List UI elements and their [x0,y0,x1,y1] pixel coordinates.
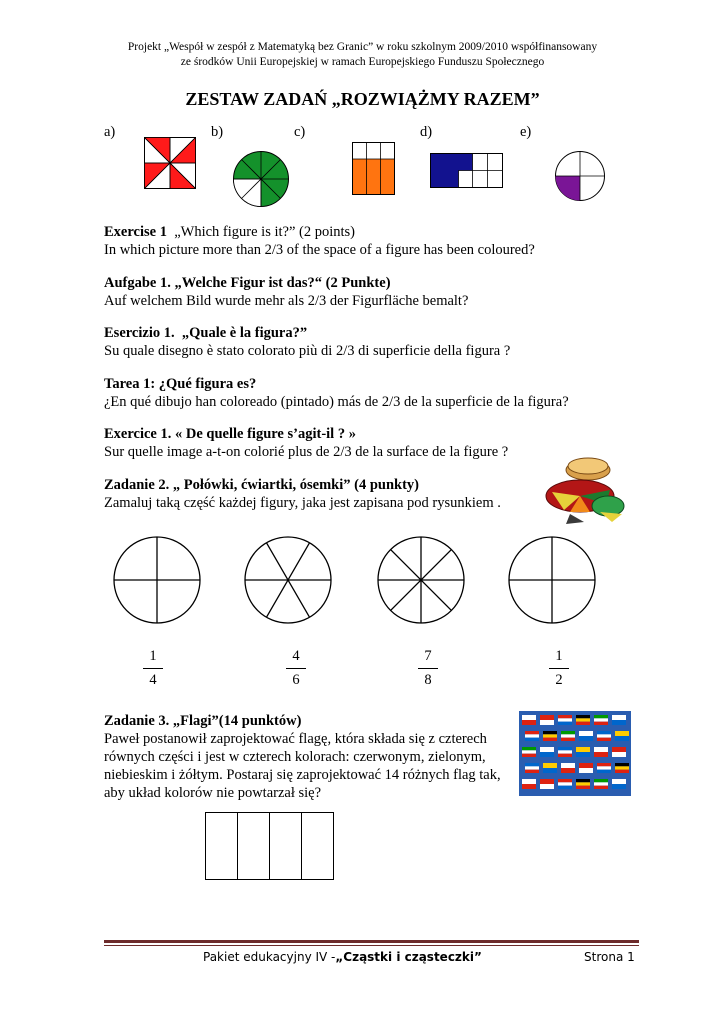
flag-stripe [522,750,536,753]
flag-stripe [540,715,554,720]
flag-stripe [612,752,626,757]
flag-stripe [615,731,629,736]
flag-stripe [525,766,539,769]
flag-stripe [579,731,593,736]
flag-stripe [540,720,554,725]
flag-stripe [576,752,590,757]
flag-stripe [540,784,554,789]
flag-stripe [558,747,572,750]
flag-stripe [561,738,575,741]
flag-stripe [543,734,557,737]
fraction-denominator: 6 [292,672,300,688]
flag-stripe [540,779,554,784]
flag-stripe [594,718,608,721]
figure-label-b: b) [211,124,224,140]
page-header [0,40,725,70]
flag-stripe [615,763,629,766]
flag-stripe [576,782,590,785]
figure-b-circle [232,150,290,208]
circle-quarters [112,535,202,625]
flag-stripe [561,731,575,734]
footer-package-title: „Cząstki i cząsteczki” [335,950,482,964]
fraction-denominator: 4 [149,672,157,688]
flag-stripe [522,779,536,784]
flag-stripe [525,731,539,734]
flag-stripe [543,763,557,768]
flag-stripe [612,779,626,784]
flag-stripe [540,747,554,752]
flag-stripe [594,786,608,789]
fraction-7-8 [418,647,438,689]
flag-stripe [558,786,572,789]
figure-a-pinwheel [144,137,196,189]
flag-stripe [522,754,536,757]
flag-stripe [615,766,629,769]
flag-stripe [561,763,575,768]
flag-stripe [522,715,536,720]
figure-label-c: c) [294,124,306,140]
exercise-fr-heading: Exercice 1. « De quelle figure s’agit-il ? » [104,426,356,442]
exercise-it-heading: Esercizio 1. „Quale è la figura?” [104,325,308,341]
flag-stripe [594,779,608,782]
flag-stripe [612,747,626,752]
flag-stripe [612,720,626,725]
task-3-line-1: Paweł postanowił zaprojektować flagę, która składa się z czterech [104,731,487,747]
task-2-body: Zamaluj taką część każdej figury, jaka jest zapisana pod rysunkiem . [104,495,501,511]
flag-stripe [558,718,572,721]
flag-stripe [612,715,626,720]
figure-label-e: e) [520,124,532,140]
flag-stripe [561,734,575,737]
task-3-heading: Zadanie 3. „Flagi”(14 punktów) [104,713,302,729]
footer-left [203,950,482,964]
exercise-es-heading: Tarea 1: ¿Qué figura es? [104,376,257,392]
flag-stripe [558,715,572,718]
task-3-line-2: równych części i jest w czterech kolorach: czerwonym, zielonym, [104,749,486,765]
flag-stripe [558,722,572,725]
flag-stripe [576,718,590,721]
flag-stripe [579,768,593,773]
flag-stripe [576,747,590,752]
exercise-en-heading-rest: „Which figure is it?” (2 points) [166,224,355,240]
empty-flag-template [205,812,335,880]
footer-rule-thin [104,945,639,946]
flag-stripe [594,715,608,718]
task-3-line-3: niebieskim i żółtym. Postaraj się zaprojektować 14 różnych flag tak, [104,767,501,783]
exercise-fr-body: Sur quelle image a-t-on colorié plus de 2/3 de la surface de la figure ? [104,444,509,460]
task-3-line-4: aby układ kolorów nie powtarzał się? [104,785,322,801]
flag-stripe [543,731,557,734]
exercise-es [104,375,624,411]
flag-stripe [612,784,626,789]
flag-stripe [522,720,536,725]
flag-stripe [597,734,611,737]
fraction-1-2 [549,647,569,689]
flag-stripe [576,715,590,718]
fraction-numerator: 1 [555,648,563,664]
exercise-de-body: Auf welchem Bild wurde mehr als 2/3 der Figurfläche bemalt? [104,293,469,309]
footer-page-number: Strona 1 [584,950,635,964]
eu-flags-illustration [519,711,631,796]
flag-stripe [615,736,629,741]
flag-stripe [558,750,572,753]
exercise-en [104,223,624,259]
flag-stripe [594,752,608,757]
flag-stripe [522,784,536,789]
fraction-denominator: 8 [424,672,432,688]
fraction-4-6 [286,647,306,689]
flag-stripe [558,782,572,785]
circle-halves [507,535,597,625]
flag-stripe [525,770,539,773]
fraction-pieces-illustration [540,450,628,528]
flag-stripe [543,738,557,741]
flag-stripe [597,770,611,773]
figure-d-grid [430,153,503,188]
flag-stripe [522,747,536,750]
exercise-en-body: In which picture more than 2/3 of the space of a figure has been coloured? [104,242,535,258]
flag-stripe [597,766,611,769]
footer-rule [104,940,639,943]
flag-stripe [540,752,554,757]
flag-stripe [525,763,539,766]
exercise-it-body: Su quale disegno è stato colorato più di 2/3 di superficie della figura ? [104,343,511,359]
flag-stripe [597,731,611,734]
flag-stripe [597,763,611,766]
fraction-1-4 [143,647,163,689]
flag-stripe [558,754,572,757]
flag-stripe [558,779,572,782]
figure-label-d: d) [420,124,433,140]
flag-stripe [576,786,590,789]
header-line-1: Projekt „Wespół w zespół z Matematyką bez Granic” w roku szkolnym 2009/2010 współfinansowany [127,41,598,53]
fraction-numerator: 7 [424,648,432,664]
circle-sixths [243,535,333,625]
flag-stripe [576,779,590,782]
fraction-numerator: 1 [149,648,157,664]
task-2-heading: Zadanie 2. „ Połówki, ćwiartki, ósemki” (4 punkty) [104,477,419,493]
flag-stripe [576,722,590,725]
header-line-2: ze środków Unii Europejskiej w ramach Europejskiego Funduszu Społecznego [180,56,545,68]
page-title: ZESTAW ZADAŃ „ROZWIĄŻMY RAZEM” [185,89,540,109]
flag-stripe [543,768,557,773]
figure-label-a: a) [104,124,116,140]
exercise-de [104,274,624,310]
exercise-it [104,324,624,360]
flag-stripe [579,736,593,741]
exercise-de-heading: Aufgabe 1. „Welche Figur ist das?“ (2 Punkte) [104,275,391,291]
footer-package: Pakiet edukacyjny IV - [203,950,336,964]
fraction-numerator: 4 [292,648,300,664]
flag-stripe [597,738,611,741]
fraction-denominator: 2 [555,672,563,688]
flag-stripe [561,768,575,773]
flag-stripe [615,770,629,773]
exercise-en-heading: Exercise 1 [104,224,167,240]
circle-eighths [376,535,466,625]
figure-c-rectangle [352,142,395,195]
figure-e-circle [554,150,606,202]
flag-stripe [525,734,539,737]
flag-stripe [594,782,608,785]
flag-stripe [594,747,608,752]
task-3 [104,712,524,802]
flag-stripe [579,763,593,768]
flag-stripe [525,738,539,741]
exercise-es-body: ¿En qué dibujo han coloreado (pintado) más de 2/3 de la superficie de la figura? [104,394,569,410]
flag-stripe [594,722,608,725]
